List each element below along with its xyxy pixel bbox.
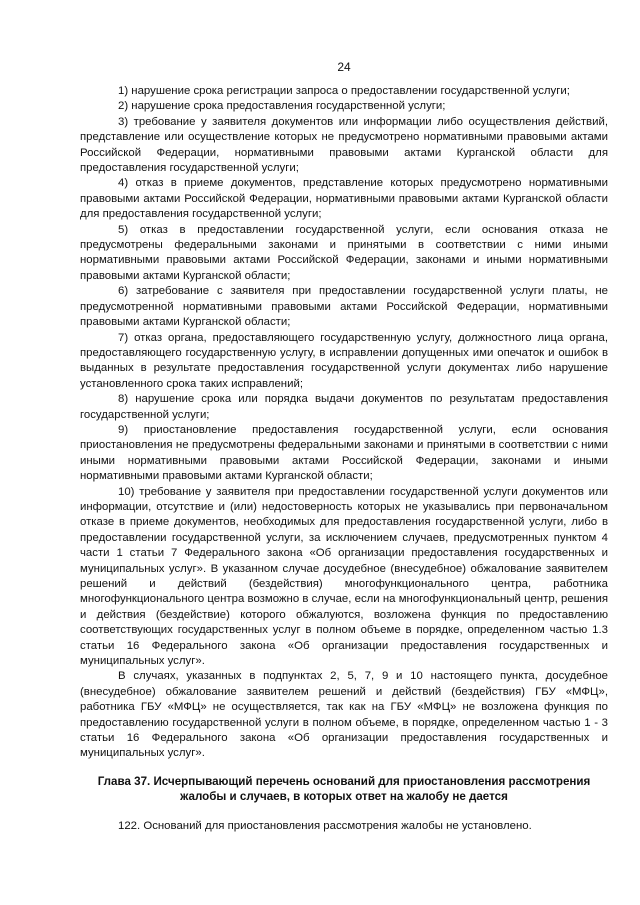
final-paragraph: 122. Оснований для приостановления рассмотрения жалобы не установлено. [118, 819, 532, 832]
paragraph-item-4: 4) отказ в приеме документов, представление которых предусмотрено нормативными правовыми актами Российской Федерации, нормативными правовыми актами Курганской области для предоставления государственной услуги; [80, 177, 608, 221]
complaint-grounds-list [80, 84, 608, 762]
paragraph-item-6: 6) затребование с заявителя при предоставлении государственной услуги платы, не предусмотренной нормативными правовыми актами Российской Федерации, нормативными правовыми актами Курганской области; [80, 285, 608, 329]
page-number: 24 [337, 60, 351, 74]
paragraph-item-10: 10) требование у заявителя при предоставлении государственной услуги документов или информации, отсутствие и (или) недостоверность которых не указывались при первоначальном отказе в приеме документов, необходимых для предоставления государственной услуги, либо в предоставлении государственной услуги, за исключением случаев, предусмотренных пунктом 4 части 1 статьи 7 Федерального закона «Об организации предоставления государственных и муниципальных услуг». В указанном случае досудебное (внесудебное) обжалование заявителем решений и действий (бездействия) многофункционального центра, работника многофункционального центра возможно в случае, если на многофункциональный центр, решения и действия (бездействие) которого обжалуются, возложена функция по предоставлению соответствующих государственных услуг в полном объеме в порядке, определенном частью 1.3 статьи 16 Федерального закона «Об организации предоставления государственных и муниципальных услуг». [80, 485, 608, 668]
paragraph-item-1: 1) нарушение срока регистрации запроса о предоставлении государственной услуги; [118, 85, 570, 97]
paragraph-item-3: 3) требование у заявителя документов или информации либо осуществления действий, представление или осуществление которых не предусмотрено нормативными правовыми актами Российской Федерации, нормативными правовыми актами Курганской области для предоставления государственной услуги; [80, 115, 608, 175]
paragraph-item-5: 5) отказ в предоставлении государственной услуги, если основания отказа не предусмотрены федеральными законами и принятыми в соответствии с ними иными нормативными правовыми актами Российской Федерации, законами и иными нормативными правовыми актами Курганской области; [80, 223, 608, 282]
paragraph-item-7: 7) отказ органа, предоставляющего государственную услугу, должностного лица органа, предоставляющего государственную услугу, в исправлении допущенных ими опечаток и ошибок в выданных в результате предоставления государственной услуги документах либо нарушение установленного срока таких исправлений; [80, 331, 608, 390]
paragraph-item-2: 2) нарушение срока предоставления государственной услуги; [118, 100, 446, 113]
chapter-heading: Глава 37. Исчерпывающий перечень оснований для приостановления рассмотрения жалобы и случаев, в которых ответ на жалобу не дается [97, 774, 591, 804]
paragraph-item-9: 9) приостановление предоставления государственной услуги, если основания приостановления не предусмотрены федеральными законами и принятыми в соответствии с ними иными нормативными правовыми актами Российской Федерации, законами и иными нормативными правовыми актами Курганской области; [80, 423, 608, 483]
paragraph-cases-note: В случаях, указанных в подпунктах 2, 5, 7, 9 и 10 настоящего пункта, досудебное (внесудебное) обжалование заявителем решений и действий (бездействия) ГБУ «МФЦ», работника ГБУ «МФЦ» не осуществляется, так как на ГБУ «МФЦ» не возложена функция по предоставлению государственной услуги в полном объеме, в порядке, определенном частью 1 - 3 статьи 16 Федерального закона «Об организации предоставления государственных и муниципальных услуг». [80, 670, 608, 760]
paragraph-item-8: 8) нарушение срока или порядка выдачи документов по результатам предоставления государственной услуги; [80, 393, 608, 421]
